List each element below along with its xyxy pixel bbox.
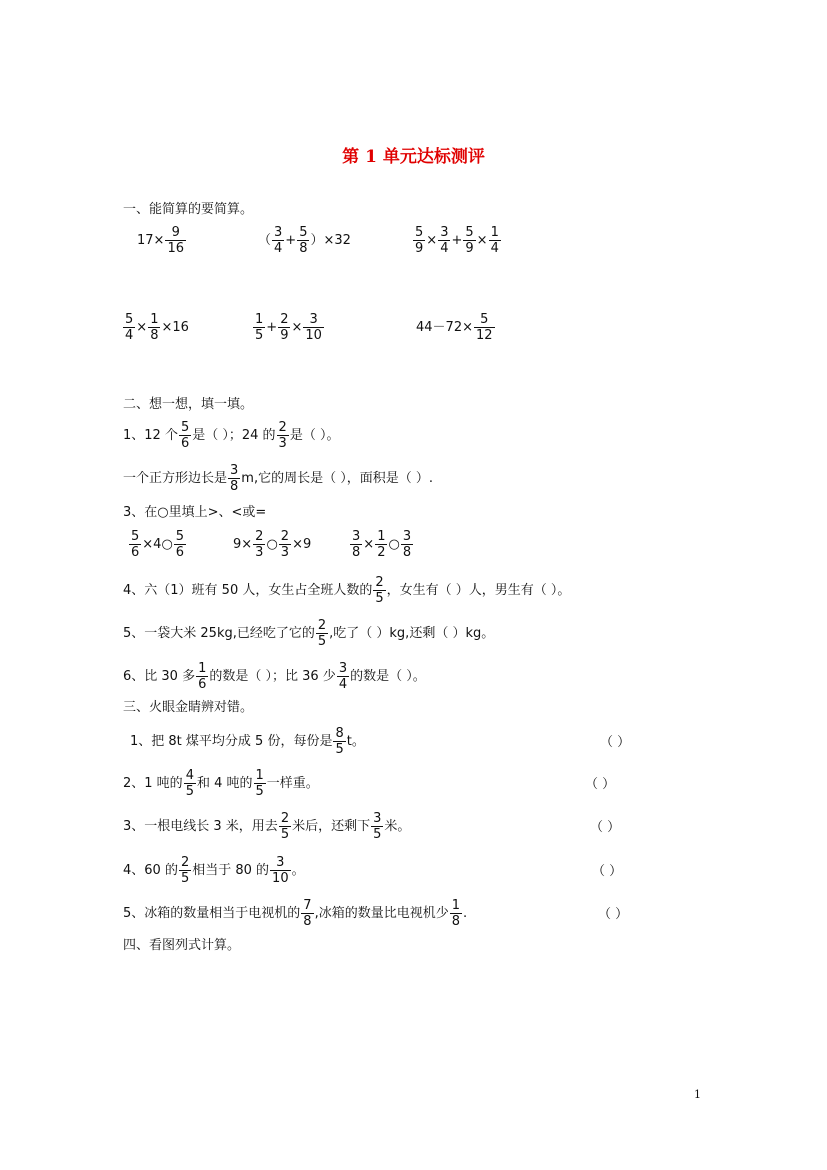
fraction: $\frac{3}{8}$ bbox=[230, 463, 239, 494]
fraction: $\frac{5}{4}$ bbox=[125, 312, 134, 343]
s1-expression-6: 44－72× $\frac{5}{12}$ bbox=[416, 312, 493, 343]
fraction: $\frac{1}{5}$ bbox=[255, 312, 264, 343]
fraction: $\frac{3}{8}$ bbox=[402, 529, 412, 560]
fraction: $\frac{2}{5}$ bbox=[180, 855, 190, 886]
fraction: $\frac{1}{5}$ bbox=[255, 768, 264, 799]
section-2-heading: 二、想一想，填一填。 bbox=[123, 397, 254, 412]
fraction: $\frac{5}{6}$ bbox=[175, 529, 185, 560]
fraction: $\frac{5}{8}$ bbox=[299, 225, 308, 256]
fraction: $\frac{1}{8}$ bbox=[150, 312, 159, 343]
fraction: $\frac{3}{5}$ bbox=[373, 811, 382, 842]
fraction: $\frac{3}{8}$ bbox=[352, 529, 361, 560]
fraction: $\frac{5}{9}$ bbox=[415, 225, 424, 256]
fraction: $\frac{4}{5}$ bbox=[185, 768, 194, 799]
section-3-heading: 三、火眼金睛辨对错。 bbox=[123, 700, 254, 715]
fraction: $\frac{5}{12}$ bbox=[475, 312, 493, 343]
s2-compare-3: $\frac{3}{8}$ × $\frac{1}{2}$ ○ $\frac{3}{8}$ bbox=[352, 529, 412, 560]
s2-question-2: 一个正方形边长是 $\frac{3}{8}$ m,它的周长是（ ），面积是（ ）. bbox=[123, 463, 433, 494]
fraction: $\frac{9}{16}$ bbox=[167, 225, 184, 256]
s2-question-1: 1、12 个 $\frac{5}{6}$ 是（ ）；24 的 $\frac{2}{3}$ 是（ ）。 bbox=[123, 420, 340, 451]
s2-question-3: 3、在○里填上>、<或= bbox=[123, 505, 267, 520]
s1-expression-5: $\frac{1}{5}$ + $\frac{2}{9}$ × $\frac{3}{10}$ bbox=[255, 312, 322, 343]
fraction: $\frac{5}{6}$ bbox=[131, 529, 140, 560]
fraction: $\frac{2}{3}$ bbox=[255, 529, 264, 560]
fraction: $\frac{1}{6}$ bbox=[198, 661, 207, 692]
fraction: $\frac{5}{9}$ bbox=[465, 225, 474, 256]
s1-expression-2: （ $\frac{3}{4}$ + $\frac{5}{8}$ ）×32 bbox=[258, 225, 351, 256]
fraction: $\frac{2}{5}$ bbox=[280, 811, 290, 842]
s3-answer-paren-5[interactable]: （ ） bbox=[598, 907, 629, 922]
s3-question-5: 5、冰箱的数量相当于电视机的 $\frac{7}{8}$ ,冰箱的数量比电视机少 $\frac{1}{8}$ . bbox=[123, 898, 468, 929]
fraction: $\frac{1}{8}$ bbox=[451, 898, 460, 929]
s3-question-4: 4、60 的 $\frac{2}{5}$ 相当于 80 的 $\frac{3}{10}$ 。 bbox=[123, 855, 305, 886]
fraction: $\frac{3}{4}$ bbox=[338, 661, 348, 692]
fraction: $\frac{3}{10}$ bbox=[272, 855, 289, 886]
fraction: $\frac{3}{4}$ bbox=[274, 225, 283, 256]
s3-question-2: 2、1 吨的 $\frac{4}{5}$ 和 4 吨的 $\frac{1}{5}$ 一样重。 bbox=[123, 768, 319, 799]
fraction: $\frac{3}{4}$ bbox=[440, 225, 449, 256]
fraction: $\frac{3}{10}$ bbox=[305, 312, 322, 343]
fraction: $\frac{7}{8}$ bbox=[303, 898, 312, 929]
s1-expression-3: $\frac{5}{9}$ × $\frac{3}{4}$ + $\frac{5}{9}$ × $\frac{1}{4}$ bbox=[415, 225, 499, 256]
fraction: $\frac{1}{2}$ bbox=[377, 529, 386, 560]
page-title: 第 1 单元达标测评 bbox=[342, 147, 485, 167]
s3-answer-paren-3[interactable]: （ ） bbox=[590, 820, 621, 835]
fraction: $\frac{5}{6}$ bbox=[180, 420, 190, 451]
s1-expression-4: $\frac{5}{4}$ × $\frac{1}{8}$ ×16 bbox=[125, 312, 189, 343]
s2-compare-1: $\frac{5}{6}$ ×4○ $\frac{5}{6}$ bbox=[131, 529, 185, 560]
fraction: $\frac{1}{4}$ bbox=[490, 225, 499, 256]
s3-answer-paren-2[interactable]: （ ） bbox=[585, 777, 616, 792]
page-number: 1 bbox=[694, 1088, 701, 1101]
s3-answer-paren-4[interactable]: （ ） bbox=[592, 864, 623, 879]
s1-expression-1: 17× $\frac{9}{16}$ bbox=[137, 225, 184, 256]
s3-question-1: 1、把 8t 煤平均分成 5 份，每份是 $\frac{8}{5}$ t。 bbox=[130, 726, 365, 757]
s2-question-6: 6、比 30 多 $\frac{1}{6}$ 的数是（ ）；比 36 少 $\frac{3}{4}$ 的数是（ ）。 bbox=[123, 661, 426, 692]
s3-question-3: 3、一根电线长 3 米，用去 $\frac{2}{5}$ 米后，还剩下 $\frac{3}{5}$ 米。 bbox=[123, 811, 411, 842]
section-4-heading: 四、看图列式计算。 bbox=[123, 938, 241, 953]
fraction: $\frac{8}{5}$ bbox=[335, 726, 344, 757]
fraction: $\frac{2}{3}$ bbox=[280, 529, 290, 560]
section-1-heading: 一、能简算的要简算。 bbox=[123, 202, 254, 217]
fraction: $\frac{2}{3}$ bbox=[278, 420, 287, 451]
s3-answer-paren-1[interactable]: （ ） bbox=[600, 735, 631, 750]
s2-question-4: 4、六（1）班有 50 人，女生占全班人数的 $\frac{2}{5}$ ，女生有（ ）人，男生有（ ）。 bbox=[123, 575, 571, 606]
fraction: $\frac{2}{5}$ bbox=[317, 618, 327, 649]
s2-compare-2: 9× $\frac{2}{3}$ ○ $\frac{2}{3}$ ×9 bbox=[233, 529, 312, 560]
s2-question-5: 5、一袋大米 25kg,已经吃了它的 $\frac{2}{5}$ ,吃了（ ）kg,还剩（ ）kg。 bbox=[123, 618, 495, 649]
fraction: $\frac{2}{5}$ bbox=[375, 575, 384, 606]
fraction: $\frac{2}{9}$ bbox=[280, 312, 289, 343]
